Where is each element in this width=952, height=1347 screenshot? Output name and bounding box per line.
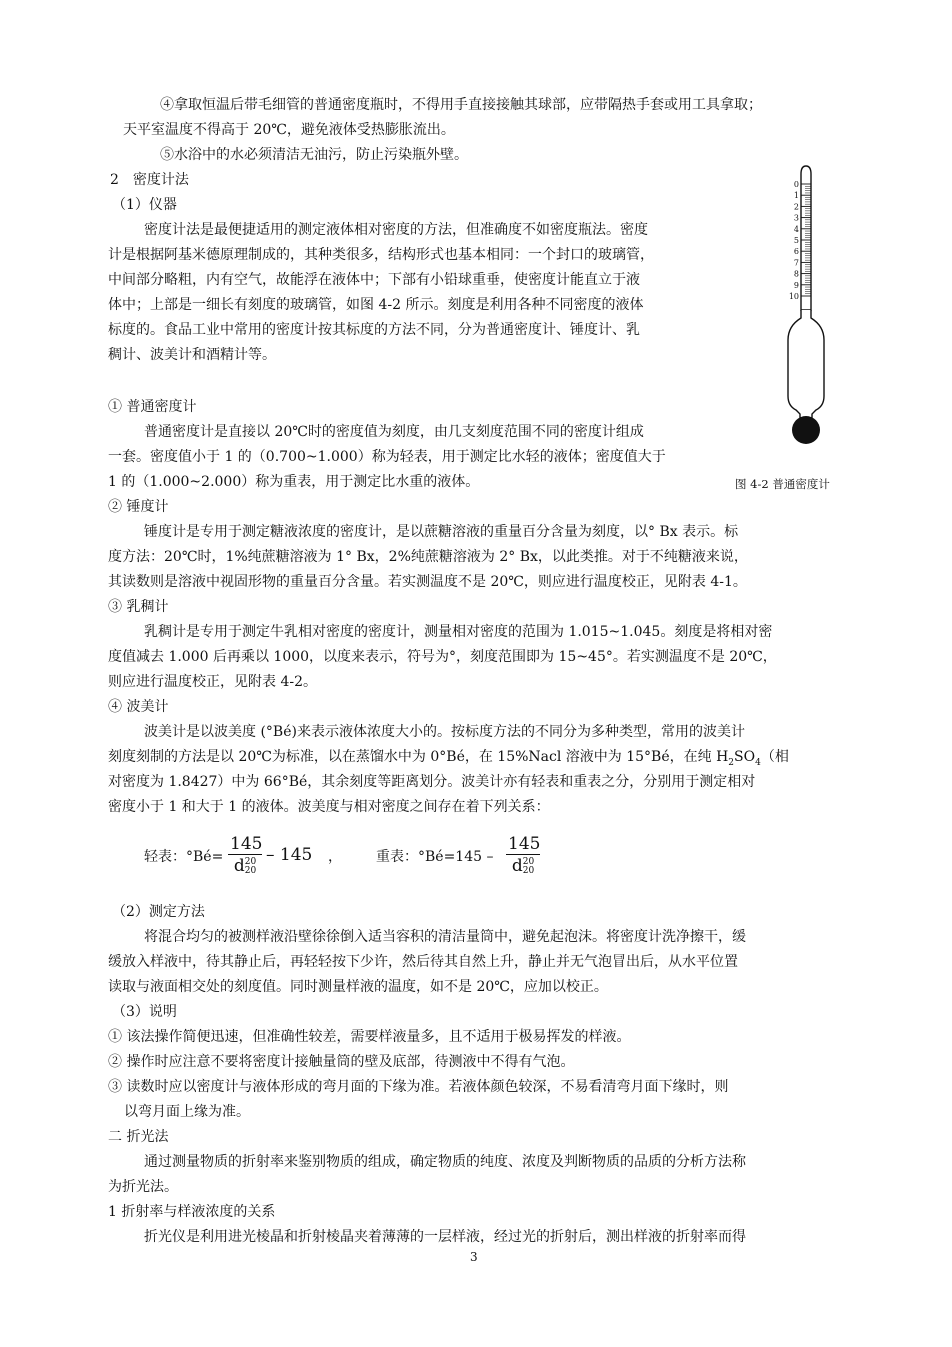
fraction — [228, 834, 262, 877]
page-number: 3 — [470, 1250, 478, 1264]
text-line: 稠计、波美计和酒精计等。 — [108, 347, 276, 363]
subsection-heading: （2）测定方法 — [112, 904, 205, 920]
text-line: 1 的（1.000~2.000）称为重表，用于测定比水重的液体。 — [108, 474, 480, 490]
sup: 20 — [522, 856, 535, 867]
text-line: 为折光法。 — [108, 1179, 178, 1195]
text-line: 通过测量物质的折射率来鉴别物质的组成，确定物质的纯度、浓度及判断物质的品质的分析方法称 — [144, 1154, 746, 1170]
numerator: 145 — [230, 834, 263, 854]
scale-label: 3 — [793, 213, 799, 223]
scale-label: 8 — [793, 269, 799, 279]
text-line: 缓放入样液中，待其静止后，再轻轻按下少许，然后待其自然上升，静止并无气泡冒出后，从水平位置 — [108, 954, 738, 970]
sub: 20 — [244, 865, 257, 876]
list-item: ① 该法操作简便迅速，但准确性较差，需要样液量多，且不适用于极易挥发的样液。 — [108, 1029, 631, 1045]
text-line: 将混合均匀的被测样液沿壁徐徐倒入适当容积的清洁量筒中，避免起泡沫。将密度计洗净擦干，缓 — [144, 929, 746, 945]
denominator — [228, 855, 262, 877]
subsection-heading: （3）说明 — [112, 1004, 177, 1020]
list-item: ② 操作时应注意不要将密度计接触量筒的壁及底部，待测液中不得有气泡。 — [108, 1054, 575, 1070]
text-line: 锤度计是专用于测定糖液浓度的密度计，是以蔗糖溶液的重量百分含量为刻度，以° Bx 表示。标 — [144, 524, 739, 540]
sub: 20 — [522, 865, 535, 876]
text-line: 一套。密度值小于 1 的（0.700~1.000）称为轻表，用于测定比水轻的液体；密度值大于 — [108, 449, 666, 465]
text-line: ⑤水浴中的水必须清洁无油污，防止污染瓶外壁。 — [160, 147, 468, 163]
text-line: 则应进行温度校正，见附表 4-2。 — [108, 674, 317, 690]
text-line: 乳稠计是专用于测定牛乳相对密度的密度计，测量相对密度的范围为 1.015~1.045。刻度是将相对密 — [144, 624, 773, 640]
scale-label: 4 — [793, 224, 799, 234]
section-heading: 2 密度计法 — [110, 172, 189, 188]
text-span: SO — [734, 749, 756, 765]
hydrometer-figure — [770, 160, 850, 460]
item-heading: ② 锤度计 — [108, 499, 169, 515]
density-symbol: d — [511, 856, 523, 876]
scale-label: 1 — [793, 191, 799, 201]
text-line: 折光仪是利用进光棱晶和折射棱晶夹着薄薄的一层样液，经过光的折射后，测出样液的折射率而得 — [144, 1229, 746, 1245]
scale-label: 5 — [793, 236, 799, 245]
density-symbol: d — [233, 856, 245, 876]
subsection-heading: （1）仪器 — [112, 197, 177, 213]
formula-separator: ， — [328, 849, 342, 865]
sup: 20 — [244, 856, 257, 867]
text-line: 度值减去 1.000 后再乘以 1000，以度来表示，符号为°，刻度范围即为 15~45°。若实测温度不是 20℃， — [108, 649, 777, 665]
text-line — [108, 748, 789, 772]
scale-label: 0 — [793, 180, 799, 189]
text-line: 以弯月面上缘为准。 — [124, 1104, 250, 1120]
fraction — [506, 834, 540, 877]
text-span: 刻度刻制的方法是以 20℃为标准，以在蒸馏水中为 0°Bé，在 15%Nacl 溶液中为 15°Bé，在纯 H — [108, 749, 729, 765]
scale-label: 10 — [788, 292, 799, 301]
item-heading: ④ 波美计 — [108, 699, 169, 715]
formula-tail: – 145 — [266, 845, 313, 865]
text-line: 密度小于 1 和大于 1 的液体。波美度与相对密度之间存在着下列关系： — [108, 799, 550, 815]
text-line: 计是根据阿基米德原理制成的，其种类很多，结构形式也基本相同：一个封口的玻璃管， — [108, 247, 654, 263]
scale-label: 7 — [793, 258, 799, 268]
figure-caption: 图 4-2 普通密度计 — [735, 477, 830, 491]
numerator: 145 — [508, 834, 541, 854]
text-line: 普通密度计是直接以 20℃时的密度值为刻度，由几支刻度范围不同的密度计组成 — [144, 424, 644, 440]
denominator — [506, 855, 540, 877]
scale-label: 6 — [793, 247, 799, 257]
scale-label: 2 — [793, 202, 799, 212]
text-line: 对密度为 1.8427）中为 66°Bé，其余刻度等距离划分。波美计亦有轻表和重表之分，分别用于测定相对 — [108, 774, 756, 790]
list-item: ③ 读数时应以密度计与液体形成的弯月面的下缘为准。若液体颜色较深，不易看清弯月面下缘时，则 — [108, 1079, 729, 1095]
text-line: 中间部分略粗，内有空气，故能浮在液体中；下部有小铅球重垂，使密度计能直立于液 — [108, 272, 640, 288]
item-heading: ③ 乳稠计 — [108, 599, 169, 615]
text-line: 读取与液面相交处的刻度值。同时测量样液的温度，如不是 20℃，应加以校正。 — [108, 979, 608, 995]
text-line: 密度计法是最便捷适用的测定液体相对密度的方法，但准确度不如密度瓶法。密度 — [144, 222, 648, 238]
section-heading: 二 折光法 — [108, 1129, 169, 1145]
text-span: （相 — [760, 749, 789, 765]
scale-label: 9 — [793, 280, 799, 290]
text-line: ④拿取恒温后带毛细管的普通密度瓶时，不得用手直接接触其球部，应带隔热手套或用工具拿取； — [160, 97, 762, 113]
text-line: 标度的。食品工业中常用的密度计按其标度的方法不同，分为普通密度计、锤度计、乳 — [108, 322, 640, 338]
section-heading: 1 折射率与样液浓度的关系 — [108, 1204, 276, 1220]
text-line: 其读数则是溶液中视固形物的重量百分含量。若实测温度不是 20℃，则应进行温度校正，见附表 4-1。 — [108, 574, 747, 590]
text-line: 体中；上部是一细长有刻度的玻璃管，如图 4-2 所示。刻度是利用各种不同密度的液体 — [108, 297, 644, 313]
text-line: 度方法：20℃时，1%纯蔗糖溶液为 1° Bx，2%纯蔗糖溶液为 2° Bx，以此类推。对于不纯糖液来说， — [108, 549, 748, 565]
formula-label: 轻表：°Bé= — [144, 849, 224, 865]
text-line: 波美计是以波美度 (°Bé)来表示液体浓度大小的。按标度方法的不同分为多种类型，常用的波美计 — [144, 724, 745, 740]
item-heading: ① 普通密度计 — [108, 399, 197, 415]
formula-label: 重表：°Bé=145 – — [376, 849, 494, 865]
subscript: 4 — [755, 757, 761, 768]
subscript: 2 — [728, 757, 735, 768]
text-line: 天平室温度不得高于 20℃，避免液体受热膨胀流出。 — [123, 122, 455, 138]
